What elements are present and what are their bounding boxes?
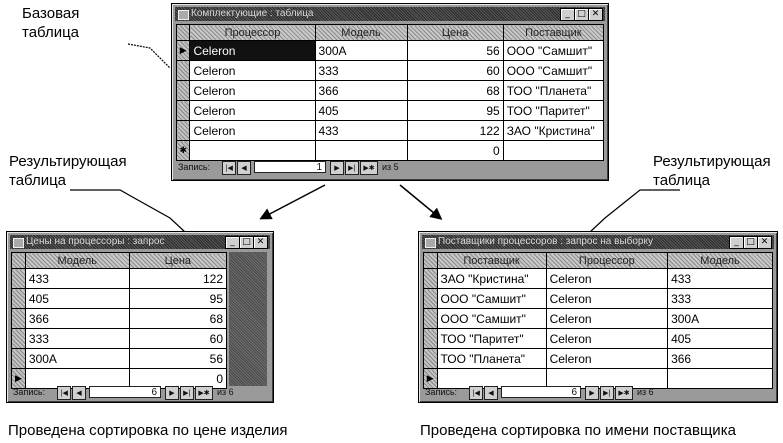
cell-processor[interactable]: Celeron [190,121,315,141]
cell-price[interactable]: 122 [129,269,226,289]
first-record-button[interactable]: |◀ [469,386,483,400]
maximize-button[interactable]: □ [743,236,758,249]
table-row[interactable] [177,61,604,81]
row-selector[interactable] [177,81,190,101]
row-selector[interactable] [177,121,190,141]
base-label-pointer [128,44,170,68]
base-datasheet [176,24,604,161]
table-row[interactable] [177,101,604,121]
cell-model[interactable]: 300A [25,349,129,369]
col-header-price[interactable]: Цена [129,253,226,269]
row-selector[interactable]: ▶ [177,41,190,61]
right-label-pointer [590,190,680,232]
cell-processor[interactable]: Celeron [546,269,668,289]
row-selector[interactable] [12,289,26,309]
supplier-query-window [418,231,778,403]
cell-supplier[interactable]: ТОО "Планета" [437,349,546,369]
cell-model[interactable]: 433 [315,121,407,141]
cell-model[interactable]: 333 [25,329,129,349]
cell-supplier[interactable]: ТОО "Планета" [503,81,603,101]
right-window-title: Поставщики процессоров : запрос на выборку [438,236,653,247]
query-icon [13,238,24,248]
next-record-button[interactable]: ▶ [585,386,599,400]
cell-price[interactable]: 95 [407,101,503,121]
record-navigator [423,385,773,400]
table-row[interactable] [177,81,604,101]
record-caption: Запись: [13,387,46,397]
result-table-label-right: Результирующая таблица [653,153,771,189]
right-window-titlebar [422,235,774,249]
corner-cell [12,253,26,269]
record-caption: Запись: [178,162,211,172]
table-row[interactable] [424,349,773,369]
cell-supplier[interactable]: ООО "Самшит" [503,41,603,61]
left-label-pointer [70,190,185,232]
cell-model[interactable]: 433 [25,269,129,289]
cell-model[interactable]: 300A [668,309,773,329]
row-selector[interactable] [12,349,26,369]
arrow-to-left [262,185,325,218]
cell-supplier[interactable]: ТОО "Паритет" [503,101,603,121]
record-number-input[interactable]: 6 [501,386,581,398]
cell-price[interactable]: 56 [407,41,503,61]
minimize-button[interactable]: _ [729,236,744,249]
supplier-query-datasheet [423,252,773,389]
cell-processor[interactable]: Celeron [190,101,315,121]
new-record-button[interactable]: ▶✱ [615,386,633,400]
first-record-button[interactable]: |◀ [222,161,236,175]
caption-right: Проведена сортировка по имени поставщика [420,422,736,439]
row-selector[interactable] [12,269,26,289]
col-header-model[interactable]: Модель [315,25,407,41]
cell-supplier[interactable]: ООО "Самшит" [503,61,603,81]
left-window-title: Цены на процессоры : запрос [26,236,165,247]
corner-cell [177,25,190,41]
cell-price[interactable]: 95 [129,289,226,309]
row-selector[interactable] [424,289,438,309]
cell-supplier[interactable]: ЗАО "Кристина" [503,121,603,141]
cell-supplier[interactable]: ЗАО "Кристина" [437,269,546,289]
arrow-to-right [400,185,440,218]
corner-cell [424,253,438,269]
cell-processor[interactable]: Celeron [546,309,668,329]
table-row[interactable] [12,269,227,289]
last-record-button[interactable]: ▶| [600,386,614,400]
row-selector[interactable]: ▶ [12,369,26,389]
record-navigator [176,160,604,175]
cell-price[interactable]: 68 [407,81,503,101]
row-selector[interactable] [177,61,190,81]
table-row[interactable] [424,329,773,349]
caption-left: Проведена сортировка по цене изделия [8,422,288,439]
col-header-supplier[interactable]: Поставщик [437,253,546,269]
last-record-button[interactable]: ▶| [345,161,359,175]
table-row[interactable] [12,289,227,309]
record-number-input[interactable]: 6 [89,386,161,398]
table-icon [178,10,189,20]
query-icon [425,238,436,248]
base-window-titlebar [175,7,605,21]
cell-price[interactable]: 60 [407,61,503,81]
base-window-title: Комплектующие : таблица [191,8,314,19]
cell-model[interactable]: 405 [25,289,129,309]
cell-price[interactable]: 60 [129,329,226,349]
cell-supplier[interactable]: ТОО "Паритет" [437,329,546,349]
cell-processor[interactable] [190,141,315,161]
new-record-button[interactable]: ▶✱ [195,386,213,400]
table-row[interactable] [424,269,773,289]
cell-processor[interactable]: Celeron [546,289,668,309]
cell-model[interactable]: 433 [668,269,773,289]
cell-processor[interactable]: Celeron [190,81,315,101]
cell-model[interactable]: 333 [668,289,773,309]
cell-model[interactable] [315,141,407,161]
maximize-button[interactable]: □ [574,8,589,21]
row-selector[interactable] [424,329,438,349]
cell-model[interactable]: 405 [668,329,773,349]
record-total: из 6 [637,387,654,397]
table-row[interactable] [12,349,227,369]
record-caption: Запись: [425,387,458,397]
next-record-button[interactable]: ▶ [165,386,179,400]
cell-model[interactable]: 366 [315,81,407,101]
last-record-button[interactable]: ▶| [180,386,194,400]
cell-supplier[interactable]: ООО "Самшит" [437,309,546,329]
cell-supplier[interactable] [503,141,603,161]
new-record-button[interactable]: ▶✱ [360,161,378,175]
cell-price[interactable]: 68 [129,309,226,329]
row-selector[interactable] [12,309,26,329]
row-selector[interactable] [424,309,438,329]
base-table-window [171,3,609,181]
col-header-price[interactable]: Цена [407,25,503,41]
cell-supplier[interactable]: ООО "Самшит" [437,289,546,309]
first-record-button[interactable]: |◀ [57,386,71,400]
col-header-supplier[interactable]: Поставщик [503,25,603,41]
minimize-button[interactable]: _ [225,236,240,249]
prev-record-button[interactable]: ◀ [72,386,86,400]
cell-price[interactable]: 0 [407,141,503,161]
row-selector[interactable]: ▶ [424,369,438,389]
close-button[interactable]: ✕ [757,236,772,249]
table-row[interactable] [12,329,227,349]
left-window-titlebar [10,235,270,249]
new-record-row[interactable] [177,141,604,161]
record-navigator [11,385,269,400]
row-selector[interactable] [424,269,438,289]
cell-price[interactable]: 0 [129,369,226,389]
table-row[interactable] [12,309,227,329]
col-header-processor[interactable]: Процессор [546,253,668,269]
cell-processor[interactable]: Celeron [190,41,315,61]
price-query-window [6,231,274,403]
prev-record-button[interactable]: ◀ [484,386,498,400]
table-row[interactable] [177,121,604,141]
prev-record-button[interactable]: ◀ [237,161,251,175]
price-query-datasheet [11,252,227,389]
result-table-label-left: Результирующая таблица [9,153,127,189]
cell-model[interactable]: 300A [315,41,407,61]
cell-processor[interactable]: Celeron [190,61,315,81]
table-row[interactable] [177,41,604,61]
maximize-button[interactable]: □ [239,236,254,249]
row-selector[interactable] [12,329,26,349]
cell-model[interactable]: 405 [315,101,407,121]
row-selector[interactable] [177,101,190,121]
record-total: из 6 [217,387,234,397]
table-row[interactable] [424,289,773,309]
record-number-input[interactable]: 1 [254,161,326,173]
table-row[interactable] [424,309,773,329]
minimize-button[interactable]: _ [560,8,575,21]
cell-processor[interactable]: Celeron [546,349,668,369]
close-button[interactable]: ✕ [588,8,603,21]
col-header-processor[interactable]: Процессор [190,25,315,41]
cell-price[interactable]: 122 [407,121,503,141]
cell-model[interactable]: 333 [315,61,407,81]
next-record-button[interactable]: ▶ [330,161,344,175]
cell-price[interactable]: 56 [129,349,226,369]
cell-model[interactable]: 366 [668,349,773,369]
cell-model[interactable]: 366 [25,309,129,329]
base-table-label: Базовая таблица [22,5,80,41]
col-header-model[interactable]: Модель [668,253,773,269]
col-header-model[interactable]: Модель [25,253,129,269]
close-button[interactable]: ✕ [253,236,268,249]
new-record-selector[interactable]: ✱ [177,141,190,161]
record-total: из 5 [382,162,399,172]
cell-processor[interactable]: Celeron [546,329,668,349]
empty-area [229,252,267,386]
row-selector[interactable] [424,349,438,369]
